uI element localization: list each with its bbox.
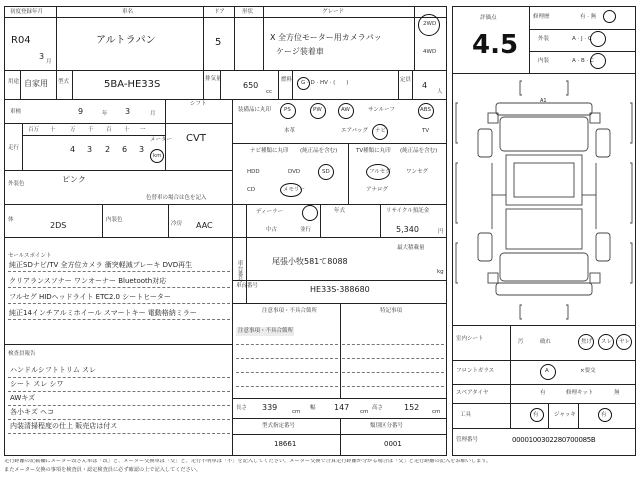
sales-line: クリアランスソナー ワンオーナー Bluetooth対応 [9, 277, 167, 285]
col-divider [340, 303, 341, 398]
length-label: 長さ [236, 405, 248, 411]
remarks-sub-label: 注意事項・不具合箇所 [238, 328, 294, 334]
col-divider [203, 6, 204, 70]
col-divider [234, 6, 235, 70]
repair-options: 有 · 無 [580, 14, 597, 20]
row-divider [4, 70, 447, 71]
score-label: 評価点 [480, 15, 497, 21]
note-line: 各小キズ ヘコ [10, 408, 55, 416]
col-divider [203, 70, 204, 99]
note-line: 内装清掃程度の仕上 販売店は付ス [10, 422, 118, 430]
tools-label: 工具 [460, 412, 472, 418]
nav-cd: CD [247, 187, 256, 193]
tv-fullseg: フルセグ [369, 169, 391, 175]
shift-value: CVT [186, 133, 206, 144]
frame-label: 車台番号 [236, 260, 243, 282]
digit-label: 十 [124, 127, 130, 133]
kg-unit: kg [437, 269, 444, 275]
note-line: AWキズ [10, 394, 36, 402]
car-name-label: 車名 [122, 9, 134, 15]
model-label: 型式 [58, 79, 70, 85]
row-divider [4, 123, 232, 124]
col-divider [263, 6, 264, 70]
cm-unit: cm [292, 409, 301, 415]
note-line: ハンドルシフトトリム スレ [10, 366, 97, 374]
col-divider [529, 6, 530, 73]
tv-sub: (純正品を含む) [400, 148, 438, 154]
tv-title: TV種類に丸印 [356, 148, 391, 154]
class-value: 0001 [384, 440, 402, 448]
model-value: 5BA-HE33S [104, 79, 161, 90]
col-divider [168, 204, 169, 237]
int-grade-circle [590, 53, 606, 69]
class-label: 類別区分番号 [370, 423, 404, 429]
nav-sd: SD [322, 169, 330, 175]
header-divider [4, 17, 447, 18]
doors-value: 5 [215, 37, 222, 48]
digit-label: 一 [140, 127, 146, 133]
nav-hdd: HDD [247, 169, 260, 175]
reg-year-value: R04 [11, 35, 31, 46]
tv-analog: アナログ [366, 187, 389, 193]
height-value: 152 [404, 403, 420, 412]
seat-option: 焦げ [581, 339, 593, 345]
row-divider [452, 403, 636, 404]
col-divider [22, 123, 23, 170]
sales-points-label: セールスポイント [8, 253, 52, 259]
nav-memory: メモリー [283, 187, 306, 193]
col-divider [72, 70, 73, 99]
max-load-label: 最大積載量 [397, 245, 425, 251]
car-diagram [452, 73, 636, 325]
equip-pw: PW [313, 107, 322, 113]
col-divider [340, 418, 341, 456]
type-cert-label: 型式指定番号 [262, 423, 296, 429]
equipment-label: 装備品に丸印 [238, 107, 272, 113]
row-divider [4, 99, 447, 100]
repair-label: 修理歴 [533, 14, 550, 20]
tools-option: 有 [533, 412, 539, 418]
month-unit: 月 [46, 59, 52, 65]
seat-option: ヤレ [619, 339, 630, 345]
grade-line-2: ケージ装着車 [276, 47, 324, 56]
ac-value: AAC [196, 221, 213, 230]
ext-grades: A · J · C [572, 36, 592, 42]
doors-label: ドア [214, 9, 225, 15]
row-divider [4, 204, 232, 205]
remarks-right-label: 特記事項 [380, 308, 403, 314]
mileage-label: 走行 [8, 145, 20, 151]
mgmt-label: 管理番号 [456, 437, 479, 443]
col-divider [232, 99, 233, 237]
mileage-digit: 2 [105, 145, 111, 154]
col-divider [56, 70, 57, 99]
remarks-left-label: 注意事項・不具合箇所 [262, 308, 318, 314]
cm-unit: cm [360, 409, 369, 415]
shift-label: シフト [190, 101, 207, 107]
height-label: 高さ [372, 405, 384, 411]
chassis-value: HE33S-388680 [310, 285, 370, 294]
equip-abs: ABS [420, 107, 431, 113]
seat-option: 破れ [540, 339, 552, 345]
digit-label: 百万 [28, 127, 40, 133]
dealer-label: ディーラー [256, 209, 284, 215]
interior-label: 内装 [538, 58, 550, 64]
row-divider [4, 170, 232, 171]
recycle-value: 5,340 [396, 225, 419, 234]
col-divider [220, 70, 221, 99]
col-divider [292, 70, 293, 99]
cc-unit: cc [266, 89, 273, 95]
spare-option: 有 [540, 390, 546, 396]
ext-color-label: 外装色 [8, 181, 25, 187]
drive-2wd: 2WD [423, 21, 437, 27]
body-value: 2DS [50, 221, 67, 230]
color-change-note: 色替車の場合は色を記入 [146, 195, 207, 201]
row-divider [232, 398, 447, 399]
body-label: 体 [8, 217, 14, 223]
inspection-month: 3 [125, 107, 131, 116]
col-divider [246, 204, 247, 237]
inspector-notes-label: 検査員報告 [8, 351, 36, 357]
score-value: 4.5 [472, 30, 519, 60]
jack-option: 有 [601, 412, 607, 418]
equip-airbag: エアバッグ [341, 128, 369, 134]
glass-label: フロントガラス [456, 368, 495, 374]
nav-sub: (純正品を含む) [300, 148, 338, 154]
meter-label: メーター [150, 137, 173, 143]
note-line: シート スレ シワ [10, 380, 64, 388]
spare-label: スペアタイヤ [456, 390, 489, 396]
inspection-year: 9 [78, 107, 84, 116]
frame-value: 尾張小牧581て8088 [272, 257, 348, 266]
col-divider [398, 70, 399, 99]
row-divider [232, 280, 447, 281]
col-divider [246, 237, 247, 303]
length-value: 339 [262, 403, 278, 412]
cm-unit: cm [432, 409, 441, 415]
col-divider [278, 70, 279, 99]
col-divider [320, 204, 321, 237]
col-divider [380, 204, 381, 237]
row-divider [4, 237, 447, 238]
drive-4wd: 4WD [423, 49, 437, 55]
sales-line: 純正14インチアルミホイール スマートキー 電動格納ミラー [9, 309, 197, 317]
row-divider [529, 29, 636, 30]
yen-unit: 円 [438, 229, 444, 235]
mileage-digit: 3 [87, 145, 93, 154]
grade-label: グレード [322, 9, 345, 15]
row-divider [22, 135, 165, 136]
row-divider [452, 428, 636, 429]
capacity-label: 定員 [400, 77, 412, 83]
footer-line-1: 走行距離の記載欄にメーター改ざん車は「改」と、メーター交換車は「交」と、走行不明車は「不」を記入してください。メーター交換で合算走行距離が分かる場合は「交」と走行距離の記入をお願いします。 [4, 459, 492, 464]
col-divider [232, 237, 233, 456]
equip-leather: 本革 [284, 128, 296, 134]
tv-oneseg: ワンセグ [406, 169, 429, 175]
ext-color-value: ピンク [62, 175, 86, 184]
row-divider [452, 384, 636, 385]
digit-label: 万 [70, 127, 76, 133]
diagram-label-top: A1 [540, 98, 547, 104]
recycle-label: リサイクル預託金 [386, 208, 430, 214]
sales-line: フルセグ HIDヘッドライト ETC2.0 シートヒーター [9, 293, 171, 301]
persons-unit: 人 [437, 89, 443, 95]
reg-year-label: 初度登録年月 [10, 9, 44, 15]
equip-ps: PS [284, 107, 291, 113]
mgmt-value: 0000100302280700085B [512, 436, 596, 444]
year-unit: 年 [102, 111, 108, 117]
model-year-label: 年式 [334, 208, 346, 214]
nav-dvd: DVD [288, 169, 301, 175]
glass-option: ×要交 [580, 368, 596, 374]
displacement-value: 650 [243, 81, 259, 90]
row-divider [452, 360, 636, 361]
col-divider [102, 204, 103, 237]
inspection-label: 車検 [10, 109, 22, 115]
displacement-label: 排気量 [205, 76, 222, 82]
mileage-digit: 4 [70, 145, 76, 154]
col-divider [412, 70, 413, 99]
row-divider [529, 51, 636, 52]
row-divider [232, 434, 447, 435]
col-divider [20, 70, 21, 99]
type-cert-value: 18661 [274, 440, 297, 448]
usage-label: 用途 [8, 79, 20, 85]
jack-label: ジャッキ [554, 412, 576, 418]
exterior-label: 外装 [538, 36, 550, 42]
chassis-label: 車台番号 [236, 283, 259, 289]
glass-option: A [545, 368, 549, 374]
car-name-value: アルトラパン [96, 35, 156, 46]
col-divider [348, 143, 349, 204]
used-label: 中古 [266, 227, 278, 233]
row-divider [232, 143, 447, 144]
fuel-label: 燃料 [281, 77, 293, 83]
col-divider [56, 6, 57, 70]
import-label: 並行 [300, 227, 312, 233]
month-unit: 月 [150, 111, 156, 117]
width-label: 幅 [310, 405, 316, 411]
col-divider [165, 99, 166, 170]
seat-option: 汚 [518, 339, 524, 345]
col-divider [578, 403, 579, 428]
int-grades: A · B · C [572, 58, 594, 64]
spare-option: 修理キット [566, 390, 594, 396]
mileage-digit: 3 [139, 145, 145, 154]
equip-navi: ナビ [375, 128, 387, 134]
ext-grade-circle [590, 31, 606, 47]
equip-aw: AW [341, 107, 350, 113]
capacity-value: 4 [422, 81, 428, 90]
sales-line: 純正SDナビ/TV 全方位カメラ 衝突軽減ブレーキ DVD再生 [9, 261, 193, 269]
interior-color-label: 内装色 [106, 217, 123, 223]
width-value: 147 [334, 403, 350, 412]
digit-label: 千 [88, 127, 94, 133]
col-divider [414, 6, 415, 70]
seat-label: 室内シート [456, 336, 484, 342]
repair-none-circle [603, 10, 616, 23]
shape-label: 形状 [242, 9, 254, 15]
equip-sunroof: サンルーフ [368, 107, 395, 113]
fuel-options: G · D · HV · ( ) [301, 80, 349, 86]
new-car-circle [302, 205, 318, 221]
col-divider [548, 403, 549, 428]
reg-month-value: 3 [39, 52, 45, 61]
col-divider [510, 325, 511, 428]
row-divider [452, 325, 636, 326]
footer-line-2: またメーター交換の事項を検査員・認定検査員に必ず確認の上で記入してください。 [4, 467, 202, 473]
mileage-digit: 6 [122, 145, 128, 154]
grade-line-1: X 全方位モーター用カメラパッ [270, 33, 382, 42]
seat-option: スレ [601, 339, 613, 345]
usage-value: 自家用 [24, 79, 48, 88]
km-label: km [153, 153, 162, 159]
digit-label: 百 [106, 127, 112, 133]
nav-title: ナビ種類に丸印 [250, 148, 289, 154]
equip-tv: TV [422, 128, 430, 134]
row-divider [4, 344, 232, 345]
spare-option: 無 [614, 390, 620, 396]
digit-label: 十 [50, 127, 56, 133]
ac-type-label: 冷房 [171, 221, 183, 227]
row-divider [232, 204, 447, 205]
